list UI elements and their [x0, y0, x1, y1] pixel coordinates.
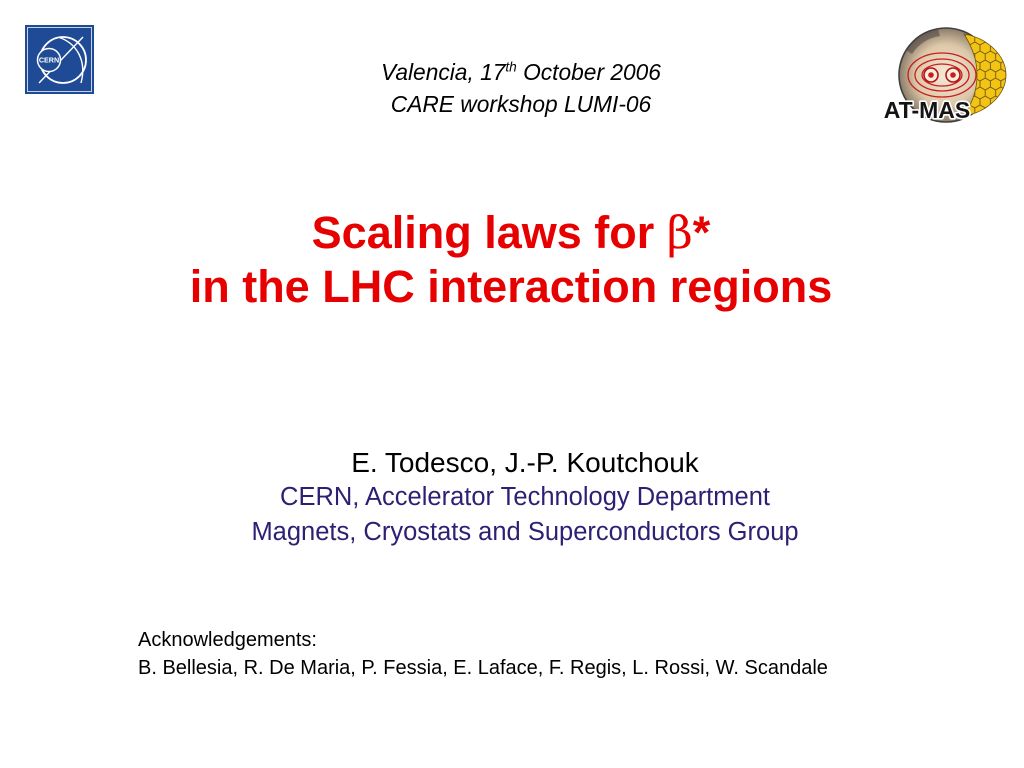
event-date-suffix: October 2006	[516, 59, 661, 85]
author-group: Magnets, Cryostats and Superconductors Group	[251, 518, 799, 546]
acknowledgements-block	[138, 626, 958, 682]
title-line-1-text: Scaling laws for	[311, 207, 667, 258]
authors-block	[225, 445, 825, 550]
acknowledgements-heading: Acknowledgements:	[138, 629, 317, 651]
beta-symbol: β	[666, 206, 693, 259]
event-date	[321, 56, 721, 88]
acknowledgements-names: B. Bellesia, R. De Maria, P. Fessia, E. Laface, F. Regis, L. Rossi, W. Scandale	[138, 657, 828, 679]
author-names: E. Todesco, J.-P. Koutchouk	[351, 447, 699, 478]
title-line-2: in the LHC interaction regions	[189, 261, 833, 312]
at-mas-logo-text: AT-MAS	[883, 97, 971, 123]
event-date-prefix: Valencia, 17	[381, 59, 506, 85]
aperture-core	[950, 72, 956, 78]
title-asterisk: *	[692, 207, 711, 258]
cern-logo	[25, 25, 94, 94]
cern-logo-text: CERN	[38, 55, 60, 65]
event-date-ordinal: th	[505, 59, 517, 75]
title-line-1	[110, 206, 912, 260]
author-affiliation: CERN, Accelerator Technology Department	[280, 483, 770, 511]
slide-title	[110, 206, 912, 314]
event-name: CARE workshop LUMI-06	[390, 91, 652, 117]
aperture-core	[928, 72, 934, 78]
at-mas-logo	[876, 24, 1008, 126]
event-header	[321, 56, 721, 120]
